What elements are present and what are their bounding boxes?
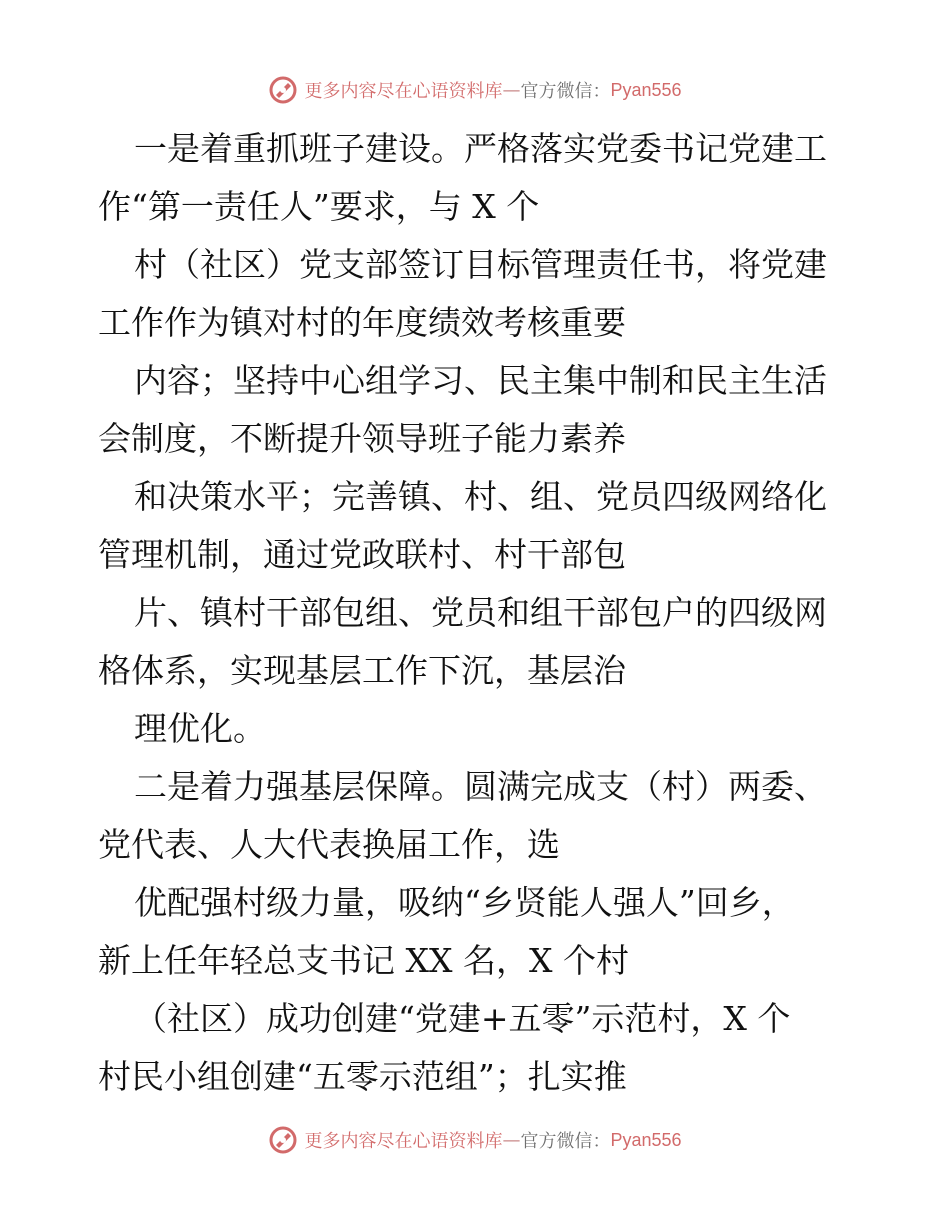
- text-line: 村（社区）党支部签订目标管理责任书，将党建: [134, 245, 827, 284]
- banner-text: 更多内容尽在心语资料库: [304, 1131, 503, 1152]
- text-line: 村民小组创建“五零示范组”；扎实推: [98, 1057, 627, 1096]
- banner-account: Pyan556: [610, 79, 682, 100]
- text-line: 优配强村级力量，吸纳“乡贤能人强人”回乡，: [134, 883, 795, 922]
- text-line: 和决策水平；完善镇、村、组、党员四级网络化: [134, 477, 827, 516]
- banner-separator: —: [502, 1129, 521, 1151]
- text-line: 理优化。: [134, 709, 266, 748]
- text-line: 一是着重抓班子建设。严格落实党委书记党建工: [134, 129, 827, 168]
- banner-separator: —: [502, 79, 521, 101]
- banner-text: 更多内容尽在心语资料库: [304, 81, 503, 102]
- banner-account: Pyan556: [610, 1129, 682, 1150]
- text-line: 作“第一责任人”要求，与 X 个: [98, 187, 540, 226]
- text-line: 工作作为镇对村的年度绩效考核重要: [98, 303, 626, 342]
- banner-wechat-label: 官方微信：: [520, 81, 611, 102]
- brand-logo-icon: [268, 1125, 298, 1155]
- banner-wechat-label: 官方微信：: [520, 1131, 611, 1152]
- footer-banner: [0, 1120, 950, 1160]
- text-line: 二是着力强基层保障。圆满完成支（村）两委、: [134, 767, 827, 806]
- text-line: （社区）成功创建“党建+五零”示范村，X 个: [134, 999, 791, 1038]
- text-line: 内容；坚持中心组学习、民主集中制和民主生活: [134, 361, 827, 400]
- text-line: 党代表、人大代表换届工作，选: [98, 825, 560, 864]
- text-line: 片、镇村干部包组、党员和组干部包户的四级网: [134, 593, 827, 632]
- text-line: 管理机制，通过党政联村、村干部包: [98, 535, 626, 574]
- text-line: 格体系，实现基层工作下沉，基层治: [98, 651, 626, 690]
- text-line: 新上任年轻总支书记 XX 名，X 个村: [98, 941, 629, 980]
- text-line: 会制度，不断提升领导班子能力素养: [98, 419, 626, 458]
